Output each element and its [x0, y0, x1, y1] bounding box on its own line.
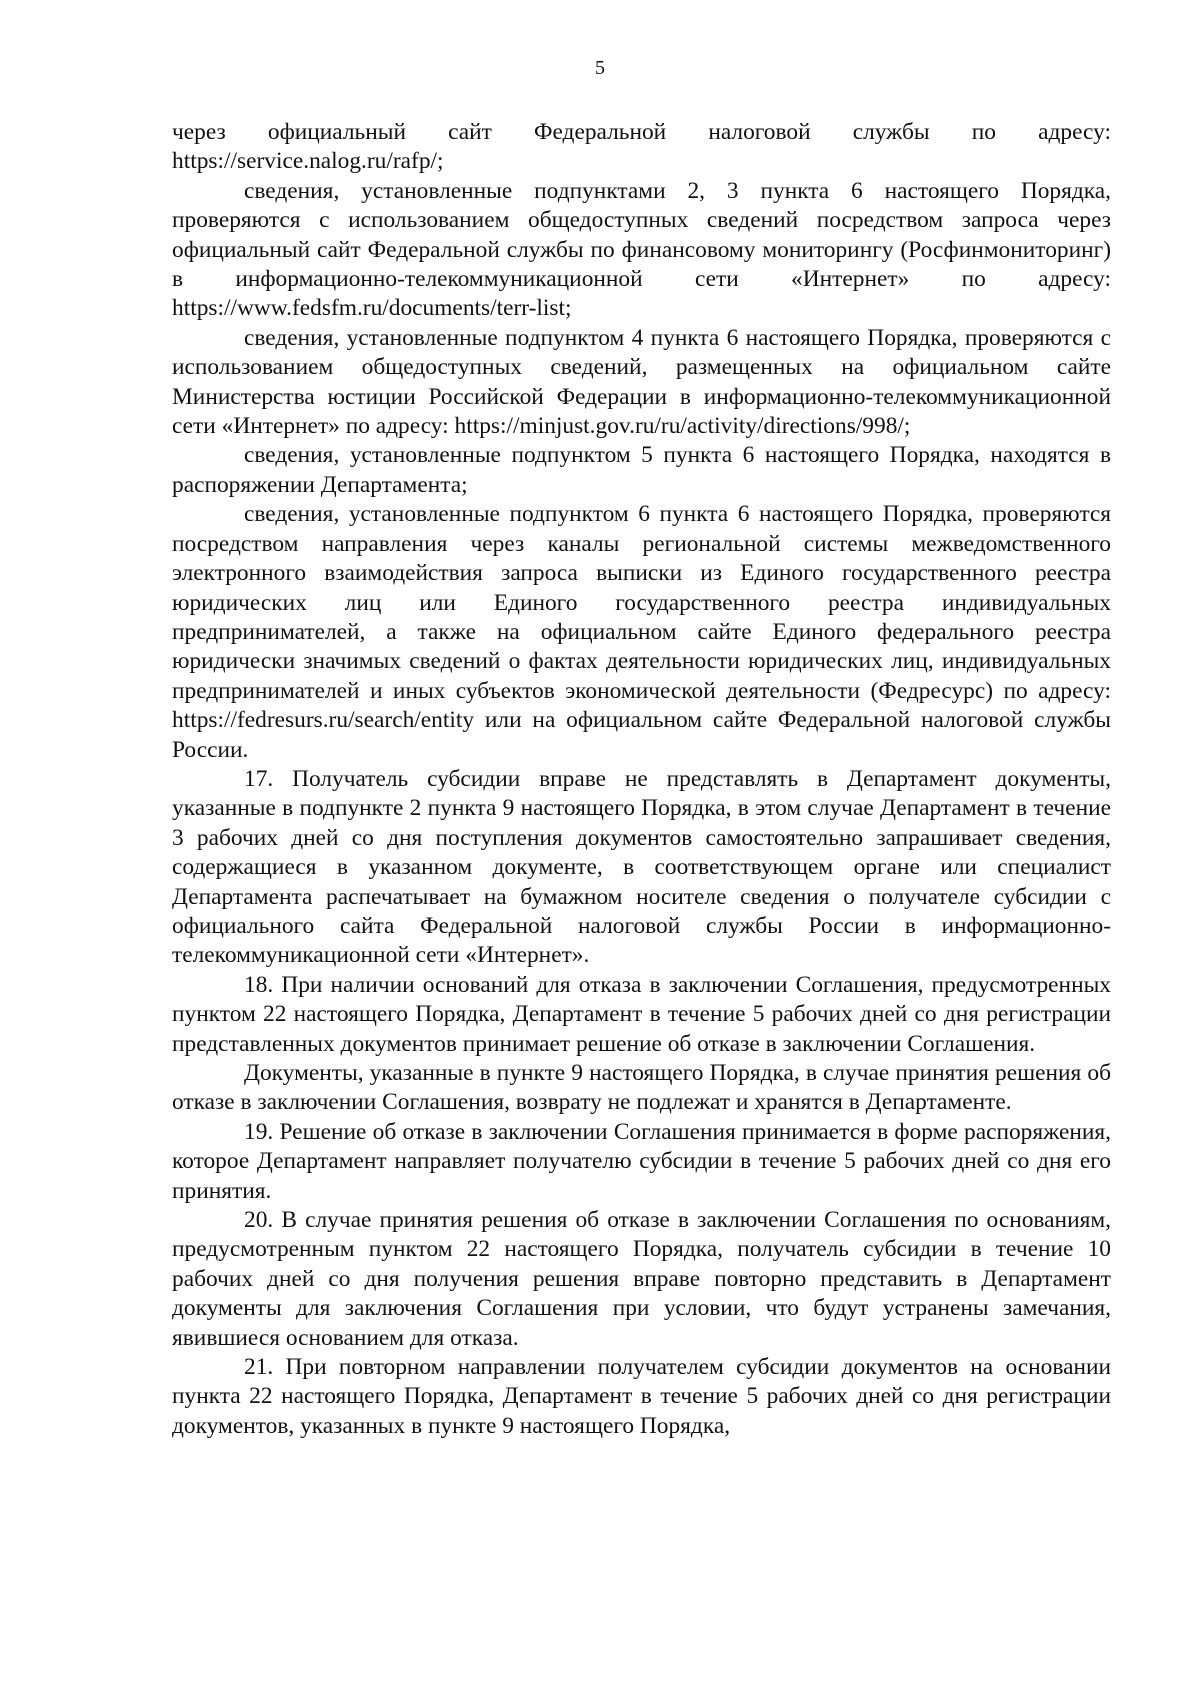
page-number: 5 — [595, 57, 605, 79]
document-body — [172, 118, 1111, 1441]
paragraph: сведения, установленные подпунктом 5 пункта 6 настоящего Порядка, находятся в распоряжении Департамента; — [172, 442, 1111, 498]
paragraph: сведения, установленные подпунктом 6 пункта 6 настоящего Порядка, проверяются посредством направления через каналы региональной системы межведомственного электронного взаимодействия запроса выписки из Единого государственного реестра юридических лиц или Единого государственного реестра индивидуальных предпринимателей, а также на официальном сайте Единого федерального реестра юридически значимых сведений о фактах деятельности юридических лиц, индивидуальных предпринимателей и иных субъектов экономической деятельности (Федресурс) по адресу: https://fedresurs.ru/search/entity или на официальном сайте Федеральной налоговой службы России. — [172, 501, 1111, 763]
paragraph: Документы, указанные в пункте 9 настоящего Порядка, в случае принятия решения об отказе в заключении Соглашения, возврату не подлежат и хранятся в Департаменте. — [172, 1060, 1111, 1116]
paragraph-18: 18. При наличии оснований для отказа в заключении Соглашения, предусмотренных пунктом 22 настоящего Порядка, Департамент в течение 5 рабочих дней со дня регистрации представленных документов принимает решение об отказе в заключении Соглашения. — [172, 971, 1111, 1057]
paragraph-19: 19. Решение об отказе в заключении Соглашения принимается в форме распоряжения, которое Департамент направляет получателю субсидии в течение 5 рабочих дней со дня его принятия. — [172, 1118, 1111, 1204]
paragraph-17: 17. Получатель субсидии вправе не представлять в Департамент документы, указанные в подпункте 2 пункта 9 настоящего Порядка, в этом случае Департамент в течение 3 рабочих дней со дня поступления документов самостоятельно запрашивает сведения, содержащиеся в указанном документе, в соответствующем органе или специалист Департамента распечатывает на бумажном носителе сведения о получателе субсидии с официального сайта Федеральной налоговой службы России в информационно-телекоммуникационной сети «Интернет». — [172, 765, 1111, 969]
paragraph: через официальный сайт Федеральной налоговой службы по адресу: https://service.nalog.ru/rafp/; — [172, 119, 1111, 175]
paragraph-20: 20. В случае принятия решения об отказе в заключении Соглашения по основаниям, предусмотренным пунктом 22 настоящего Порядка, получатель субсидии в течение 10 рабочих дней со дня получения решения вправе повторно представить в Департамент документы для заключения Соглашения при условии, что будут устранены замечания, явившиеся основанием для отказа. — [172, 1207, 1111, 1351]
paragraph-21: 21. При повторном направлении получателем субсидии документов на основании пункта 22 настоящего Порядка, Департамент в течение 5 рабочих дней со дня регистрации документов, указанных в пункте 9 настоящего Порядка, — [172, 1354, 1111, 1439]
paragraph: сведения, установленные подпунктом 4 пункта 6 настоящего Порядка, проверяются с использованием общедоступных сведений, размещенных на официальном сайте Министерства юстиции Российской Федерации в информационно-телекоммуникационной сети «Интернет» по адресу: https://minjust.gov.ru/ru/activity/directions/998/; — [172, 324, 1111, 440]
paragraph: сведения, установленные подпунктами 2, 3 пункта 6 настоящего Порядка, проверяются с использованием общедоступных сведений посредством запроса через официальный сайт Федеральной службы по финансовому мониторингу (Росфинмониторинг) в информационно-телекоммуникационной сети «Интернет» по адресу: https://www.fedsfm.ru/documents/terr-list; — [172, 177, 1111, 322]
